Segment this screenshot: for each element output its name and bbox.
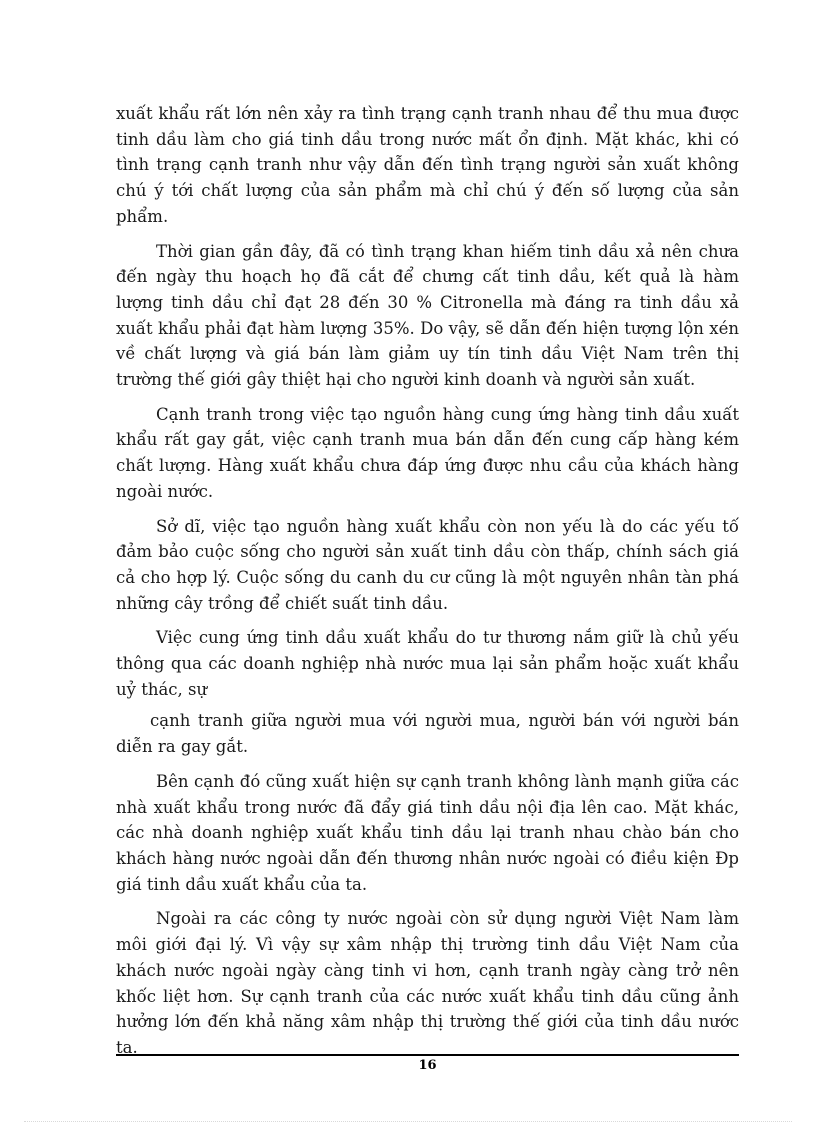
paragraph: Cạnh tranh trong việc tạo nguồn hàng cung ứng hàng tinh dầu xuất khẩu rất gay gắt, việc cạnh tranh mua bán dẫn đến cung cấp hàng kém chất lượng. Hàng xuất khẩu chưa đáp ứng được nhu cầu của khách hàng ngoài nước. [116, 404, 739, 501]
paragraph: Việc cung ứng tinh dầu xuất khẩu do tư thương nắm giữ là chủ yếu thông qua các doanh nghiệp nhà nước mua lại sản phẩm hoặc xuất khẩu uỷ thác, sự [116, 628, 739, 699]
footer-divider [116, 1054, 739, 1056]
page-number: 16 [418, 1058, 437, 1073]
paragraph: Ngoài ra các công ty nước ngoài còn sử dụng người Việt Nam làm môi giới đại lý. Vì vậy sự xâm nhập thị trường tinh dầu Việt Nam của khách nước ngoài ngày càng tinh vi hơn, cạnh tranh ngày càng trở nên khốc liệt hơn. Sự cạnh tranh của các nước xuất khẩu tinh dầu cũng ảnh hưởng lớn đến khả năng xâm nhập thị trường thế giới của tinh dầu nước ta. [116, 909, 739, 1057]
paragraph-continued: xuất khẩu rất lớn nên xảy ra tình trạng cạnh tranh nhau để thu mua được tinh dầu làm cho giá tinh dầu trong nước mất ổn định. Mặt khác, khi có tình trạng cạnh tranh như vậy dẫn đến tình trạng người sản xuất không chú ý tới chất lượng của sản phẩm mà chỉ chú ý đến số lượng của sản phẩm. [116, 104, 739, 226]
paragraph: Sở dĩ, việc tạo nguồn hàng xuất khẩu còn non yếu là do các yếu tố đảm bảo cuộc sống cho người sản xuất tinh dầu còn thấp, chính sách giá cả cho hợp lý. Cuộc sống du canh du cư cũng là một nguyên nhân tàn phá những cây trồng để chiết suất tinh dầu. [116, 516, 739, 613]
paragraph-continued: cạnh tranh giữa người mua với người mua, người bán với người bán diễn ra gay gắt. [116, 711, 739, 757]
paragraph: Bên cạnh đó cũng xuất hiện sự cạnh tranh không lành mạnh giữa các nhà xuất khẩu trong nước đã đẩy giá tinh dầu nội địa lên cao. Mặt khác, các nhà doanh nghiệp xuất khẩu tinh dầu lại tranh nhau chào bán cho khách hàng nước ngoài dẫn đến thương nhân nước ngoài có điều kiện Đp giá tinh dầu xuất khẩu của ta. [116, 771, 739, 894]
paragraph: Thời gian gần đây, đã có tình trạng khan hiếm tinh dầu xả nên chưa đến ngày thu hoạch họ đã cắt để chưng cất tinh dầu, kết quả là hàm lượng tinh dầu chỉ đạt 28 đến 30 % Citronella mà đáng ra tinh dầu xả xuất khẩu phải đạt hàm lượng 35%. Do vậy, sẽ dẫn đến hiện tượng lộn xén về chất lượng và giá bán làm giảm uy tín tinh dầu Việt Nam trên thị trường thế giới gây thiệt hại cho người kinh doanh và người sản xuất. [116, 241, 739, 390]
page-bottom-dotted-rule [24, 1121, 792, 1122]
body-text [116, 101, 739, 1061]
